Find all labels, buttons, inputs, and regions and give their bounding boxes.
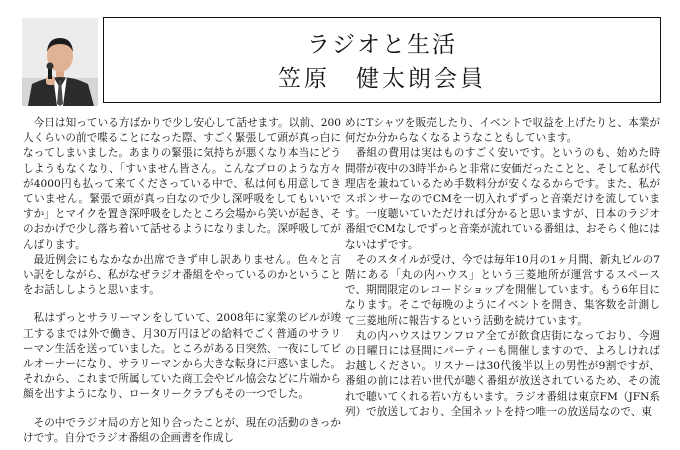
- paragraph: その中でラジオ局の方と知り合ったことが、現在の活動のきっかけです。自分でラジオ番組の企画書を作成し: [23, 416, 341, 444]
- speaker-photo: [22, 18, 98, 106]
- paragraph: 最近例会にもなかなか出席できず申し訳ありません。色々と言い訳をしながら、私がなぜラジオ番組をやっているのかということをお話ししようと思います。: [23, 253, 341, 297]
- article-title: ラジオと生活: [307, 32, 457, 58]
- paragraph: 私はずっとサラリーマンをしていて、2008年に家業のビルが竣工するまでは外で働き、月30万円ほどの給料でごく普通のサラリーマン生活を送っていました。ところがある日突然、一夜にしてビルオーナーになり、サラリーマンから大きな転身に戸惑いました。それから、これまで所属していた商工会やビル協会などに片端から顔を出すようになり、ロータリークラブもその一つでした。: [23, 312, 341, 401]
- paragraph-gap: [23, 298, 341, 311]
- paragraph: そのスタイルが受け、今では毎年10月の1ヶ月間、新丸ビルの7階にある「丸の内ハウス」という三菱地所が運営するスペースで、期間限定のレコードショップを開催しています。もう6年目になります。そこで毎晩のようにイベントを開き、集客数を計測して三菱地所に報告するという活動を続けています。: [345, 253, 660, 327]
- title-box: [103, 17, 661, 103]
- paragraph: 丸の内ハウスはワンフロア全てが飲食店街になっており、今週の日曜日には昼間にパーティーも開催しますので、よろしければお越しください。リスナーは30代後半以上の男性が9割ですが、番組の前には若い世代が聴く番組が放送されているため、その流れで聴いてくれる若い方もいます。ラジオ番組は東京FM（JFN系列）で放送しており、全国ネットを持つ唯一の放送局なので、東: [345, 329, 660, 418]
- author-name: 笠原 健太朗会員: [278, 66, 486, 92]
- right-column: [345, 116, 660, 450]
- left-column: [23, 116, 341, 450]
- paragraph-continued: めにTシャツを販売したり、イベントで収益を上げたりと、本業が何だか分からなくなるようなこともしています。: [345, 117, 660, 145]
- paragraph: 今日は知っている方ばかりで少し安心して話せます。以前、200人くらいの前で喋ることになった際、すごく緊張して頭が真っ白になってしまいました。あまりの緊張に気持ちが悪くなり本当にどうしようもなくなり、「すいません皆さん。こんなプロのような方々が4000円も払って来てくださっている中で、私は何も用意してきていません。緊張で頭が真っ白なので少し深呼吸をしてもいいですか」とマイクを置き深呼吸をしたところ会場から笑いが起き、そのおかげで少し落ち着いて話せるようになりました。深呼吸してがんばります。: [23, 117, 341, 251]
- paragraph-gap: [23, 403, 341, 416]
- person-with-microphone-icon: [22, 18, 98, 106]
- paragraph: 番組の費用は実はものすごく安いです。というのも、始めた時間帯が夜中の3時半からと非常に安価だったことと、そして私が代理店を兼ねているため手数料分が安くなるからです。また、私がスポンサーなのでCMを一切入れずずっと音楽だけを流しています。一度聴いていただければ分かると思いますが、日本のラジオ番組でCMなしでずっと音楽が流れている番組は、おそらく他にはないはずです。: [345, 147, 660, 251]
